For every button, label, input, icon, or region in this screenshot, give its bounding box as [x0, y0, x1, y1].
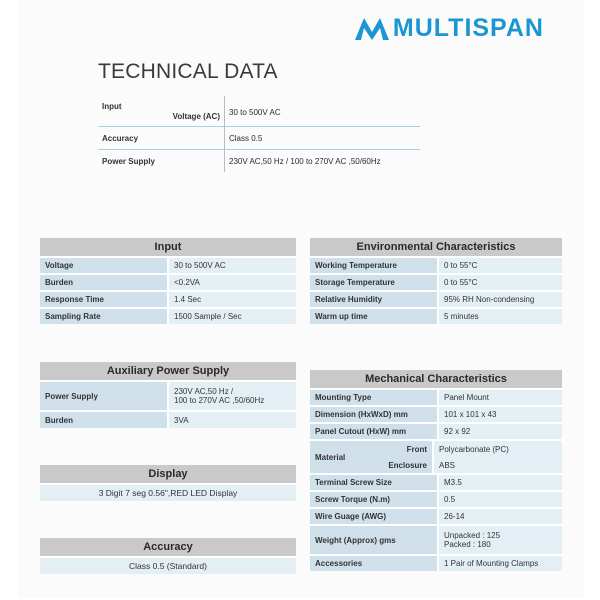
technical-data-table — [98, 96, 420, 172]
spec-label: Working Temperature — [310, 258, 437, 273]
accessories-value: 1 Pair of Mounting Clamps — [437, 556, 562, 571]
aux-power-supply-label: Power Supply — [40, 382, 167, 410]
spec-row — [310, 554, 562, 571]
spec-row — [310, 256, 562, 273]
multispan-m-icon — [355, 18, 389, 40]
spec-row — [310, 307, 562, 324]
aux-burden-label: Burden — [40, 412, 167, 428]
wire-gauge-label: Wire Guage (AWG) — [310, 509, 437, 524]
spec-label: Relative Humidity — [310, 292, 437, 307]
spec-label: Voltage — [40, 258, 167, 273]
spec-value: 30 to 500V AC — [167, 258, 296, 273]
tech-row-input — [98, 96, 420, 127]
screw-torque-value: 0.5 — [437, 492, 562, 507]
spec-value: 5 minutes — [437, 309, 562, 324]
spec-row — [310, 405, 562, 422]
auxiliary-panel-header: Auxiliary Power Supply — [40, 362, 296, 380]
spec-label: Sampling Rate — [40, 309, 167, 324]
weight-packed: Packed : 180 — [444, 540, 491, 549]
spec-row — [40, 380, 296, 410]
accessories-label: Accessories — [310, 556, 437, 571]
spec-row — [310, 473, 562, 490]
wire-gauge-value: 26-14 — [437, 509, 562, 524]
environmental-panel — [310, 238, 562, 324]
aux-power-supply-line2: 100 to 270V AC ,50/60Hz — [174, 396, 265, 405]
spec-value: 0 to 55°C — [437, 275, 562, 290]
spec-value: 95% RH Non-condensing — [437, 292, 562, 307]
spec-value: 1.4 Sec — [167, 292, 296, 307]
dimension-label: Dimension (HxWxD) mm — [310, 407, 437, 422]
spec-row-weight — [310, 524, 562, 554]
datasheet-page — [18, 0, 584, 598]
brand-name: MULTISPAN — [392, 14, 544, 42]
spec-row — [40, 256, 296, 273]
weight-unpacked: Unpacked : 125 — [444, 531, 501, 540]
accuracy-panel — [40, 538, 296, 574]
spec-row-material — [310, 439, 562, 473]
terminal-screw-value: M3.5 — [437, 475, 562, 490]
aux-burden-value: 3VA — [167, 412, 296, 428]
accuracy-value: Class 0.5 — [229, 133, 263, 143]
dimension-value: 101 x 101 x 43 — [437, 407, 562, 422]
spec-row — [310, 388, 562, 405]
spec-value: 0 to 55°C — [437, 258, 562, 273]
spec-row — [310, 507, 562, 524]
display-panel-header: Display — [40, 465, 296, 483]
power-supply-label: Power Supply — [102, 156, 155, 166]
material-enclosure-label: Enclosure — [388, 460, 427, 470]
auxiliary-power-panel — [40, 362, 296, 428]
input-panel-header: Input — [40, 238, 296, 256]
spec-label: Response Time — [40, 292, 167, 307]
spec-row — [310, 422, 562, 439]
spec-row — [40, 273, 296, 290]
screw-torque-label: Screw Torque (N.m) — [310, 492, 437, 507]
display-panel — [40, 465, 296, 501]
mechanical-panel-header: Mechanical Characteristics — [310, 370, 562, 388]
spec-value: <0.2VA — [167, 275, 296, 290]
input-panel — [40, 238, 296, 324]
accuracy-panel-header: Accuracy — [40, 538, 296, 556]
panel-cutout-value: 92 x 92 — [437, 424, 562, 439]
spec-label: Warm up time — [310, 309, 437, 324]
display-value: 3 Digit 7 seg 0.56",RED LED Display — [40, 483, 296, 501]
material-front-label: Front — [406, 444, 427, 454]
environmental-panel-header: Environmental Characteristics — [310, 238, 562, 256]
weight-label: Weight (Approx) gms — [310, 526, 437, 554]
power-supply-value: 230V AC,50 Hz / 100 to 270V AC ,50/60Hz — [229, 156, 381, 166]
voltage-sub-label: Voltage (AC) — [172, 112, 220, 121]
spec-label: Burden — [40, 275, 167, 290]
spec-row — [310, 290, 562, 307]
mounting-type-label: Mounting Type — [310, 390, 437, 405]
spec-row — [310, 490, 562, 507]
aux-power-supply-line1: 230V AC,50 Hz / — [174, 387, 234, 396]
page-title: TECHNICAL DATA — [98, 60, 278, 83]
mounting-type-value: Panel Mount — [437, 390, 562, 405]
spec-row — [40, 290, 296, 307]
multispan-logo — [355, 14, 544, 43]
input-label: Input — [102, 102, 122, 111]
accuracy-label: Accuracy — [102, 133, 139, 143]
spec-row — [310, 273, 562, 290]
tech-row-power-supply — [98, 150, 420, 172]
tech-row-accuracy — [98, 127, 420, 150]
spec-value: 1500 Sample / Sec — [167, 309, 296, 324]
material-front-value: Polycarbonate (PC) — [439, 444, 509, 454]
accuracy-value: Class 0.5 (Standard) — [40, 556, 296, 574]
material-label: Material — [315, 452, 346, 462]
terminal-screw-label: Terminal Screw Size — [310, 475, 437, 490]
spec-row — [40, 307, 296, 324]
spec-label: Storage Temperature — [310, 275, 437, 290]
spec-row — [40, 410, 296, 428]
voltage-value: 30 to 500V AC — [229, 108, 281, 117]
material-enclosure-value: ABS — [439, 460, 456, 470]
mechanical-panel — [310, 370, 562, 571]
panel-cutout-label: Panel Cutout (HxW) mm — [310, 424, 437, 439]
